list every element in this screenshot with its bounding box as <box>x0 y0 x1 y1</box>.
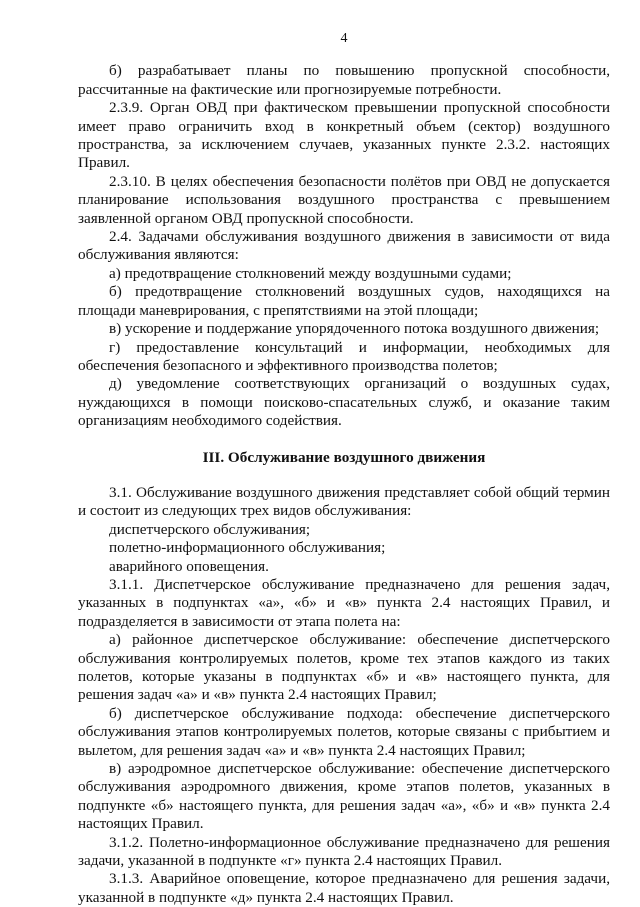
paragraph-2-3-9: 2.3.9. Орган ОВД при фактическом превышении пропускной способности имеет право ограничить вход в конкретный объем (сектор) воздушного пространства, за исключением случаев, указанных пункте 2.3.2. настоящих Правил. <box>78 99 610 172</box>
paragraphs-top <box>78 62 610 430</box>
list-item-a: а) предотвращение столкновений между воздушными судами; <box>109 264 512 282</box>
service-type-item: полетно-информационного обслуживания; <box>109 539 386 557</box>
section-body <box>78 484 610 907</box>
paragraph-3-1-2: 3.1.2. Полетно-информационное обслуживание предназначено для решения задачи, указанной в подпункте «г» пункта 2.4 настоящих Правил. <box>78 833 610 870</box>
section-heading: III. Обслуживание воздушного движения <box>202 448 486 466</box>
service-type-item: диспетчерского обслуживания; <box>109 520 311 538</box>
subparagraph-b: б) диспетчерское обслуживание подхода: обеспечение диспетчерского обслуживания этапов контролируемых полетов, которые связаны с прибытием и вылетом, для решения задач «а» и «в» пункта 2.4 настоящих Правил; <box>78 704 610 759</box>
paragraph-3-1-3: 3.1.3. Аварийное оповещение, которое предназначено для решения задачи, указанной в подпункте «д» пункта 2.4 настоящих Правил. <box>78 870 610 906</box>
paragraph-3-1-1: 3.1.1. Диспетчерское обслуживание предназначено для решения задач, указанных в подпунктах «а», «б» и «в» пункта 2.4 настоящих Правил, и подразделяется в зависимости от этапа полета на: <box>78 575 610 630</box>
page-number: 4 <box>340 31 348 46</box>
list-item-b: б) предотвращение столкновений воздушных судов, находящихся на площади маневрирования, с препятствиями на этой площади; <box>78 283 610 319</box>
paragraph-3-1: 3.1. Обслуживание воздушного движения представляет собой общий термин и состоит из следующих трех видов обслуживания: <box>78 483 610 520</box>
paragraph-b-capacity: б) разрабатывает планы по повышению пропускной способности, рассчитанные на фактические или прогнозируемые потребности. <box>78 62 610 98</box>
subparagraph-a: а) районное диспетчерское обслуживание: обеспечение диспетчерского обслуживания контролируемых полетов, кроме тех этапов каждого из таких полетов, которые указаны в подпунктах «б» и «в» настоящего пункта, для решения задач «а» и «в» пункта 2.4 настоящих Правил; <box>78 631 610 704</box>
list-item-g: г) предоставление консультаций и информации, необходимых для обеспечения безопасного и эффективного производства полетов; <box>78 338 610 374</box>
service-type-item: аварийного оповещения. <box>109 557 269 575</box>
subparagraph-v: в) аэродромное диспетчерское обслуживание: обеспечение диспетчерского обслуживания аэродромного движения, кроме этапов полетов, указанных в подпункте «б» настоящего пункта, для решения задач «а», «б» и «в» пункта 2.4 настоящих Правил. <box>78 760 610 833</box>
list-item-d: д) уведомление соответствующих организаций о воздушных судах, нуждающихся в помощи поисково-спасательных служб, и оказание таким организациям необходимого содействия. <box>78 375 610 430</box>
paragraph-2-3-10: 2.3.10. В целях обеспечения безопасности полётов при ОВД не допускается планирование использования воздушного пространства с превышением заявленной органом ОВД пропускной способности. <box>78 172 610 227</box>
paragraph-2-4: 2.4. Задачами обслуживания воздушного движения в зависимости от вида обслуживания являются: <box>78 228 610 264</box>
list-item-v: в) ускорение и поддержание упорядоченного потока воздушного движения; <box>109 320 600 338</box>
